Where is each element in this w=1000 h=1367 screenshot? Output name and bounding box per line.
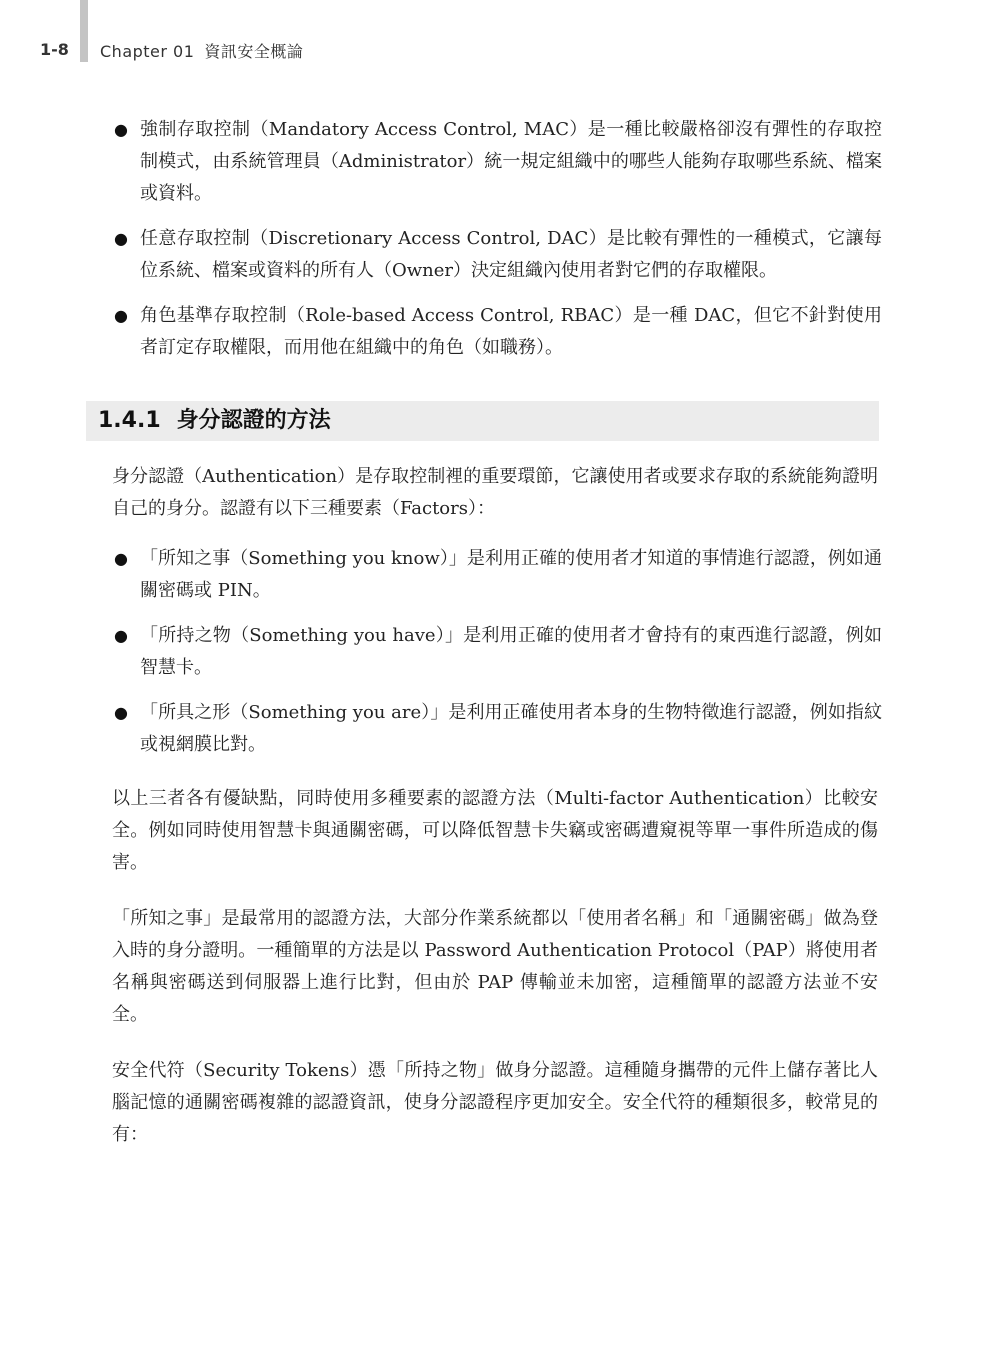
list-item: [112, 114, 882, 210]
list-item: [112, 543, 882, 607]
bullet-icon: ●: [114, 626, 128, 645]
list-item-text: 「所持之物（Something you have）」是利用正確的使用者才會持有的東西進行認證，例如智慧卡。: [140, 625, 882, 678]
list-item: [112, 697, 882, 761]
chapter-title: 資訊安全概論: [204, 42, 304, 61]
bullet-icon: ●: [114, 120, 128, 139]
bullet-icon: ●: [114, 703, 128, 722]
list-item-text: 「所知之事（Something you know）」是利用正確的使用者才知道的事情進行認證，例如通關密碼或 PIN。: [140, 548, 882, 601]
access-control-list: [112, 114, 882, 377]
password-paragraph: 「所知之事」是最常用的認證方法，大部分作業系統都以「使用者名稱」和「通關密碼」做為登入時的身分證明。一種簡單的方法是以 Password Authentication Protocol（PAP）將使用者名稱與密碼送到伺服器上進行比對，但由於 PAP 傳輸並未加密，這種簡單的認證方法並不安全。: [112, 908, 878, 1025]
bullet-icon: ●: [114, 306, 128, 325]
chapter-number: Chapter 01: [100, 42, 195, 61]
list-item-text: 「所具之形（Something you are）」是利用正確使用者本身的生物特徵進行認證，例如指紋或視網膜比對。: [140, 702, 882, 755]
list-item: [112, 300, 882, 364]
intro-paragraph: 身分認證（Authentication）是存取控制裡的重要環節，它讓使用者或要求存取的系統能夠證明自己的身分。認證有以下三種要素（Factors）：: [112, 466, 878, 519]
section-heading: [86, 401, 879, 441]
bullet-icon: ●: [114, 549, 128, 568]
list-item-text: 角色基準存取控制（Role-based Access Control, RBAC）是一種 DAC，但它不針對使用者訂定存取權限，而用他在組織中的角色（如職務）。: [140, 305, 882, 358]
section-title: 身分認證的方法: [176, 408, 331, 433]
list-item: [112, 620, 882, 684]
authentication-factors-list: [112, 543, 882, 774]
multi-factor-paragraph: 以上三者各有優缺點，同時使用多種要素的認證方法（Multi-factor Authentication）比較安全。例如同時使用智慧卡與通關密碼，可以降低智慧卡失竊或密碼遭窺視等單一事件所造成的傷害。: [112, 788, 878, 873]
page-number: 1-8: [40, 40, 69, 59]
list-item-text: 任意存取控制（Discretionary Access Control, DAC）是比較有彈性的一種模式，它讓每位系統、檔案或資料的所有人（Owner）決定組織內使用者對它們的存取權限。: [140, 228, 882, 281]
list-item-text: 強制存取控制（Mandatory Access Control, MAC）是一種比較嚴格卻沒有彈性的存取控制模式，由系統管理員（Administrator）統一規定組織中的哪些人能夠存取哪些系統、檔案或資料。: [140, 119, 882, 204]
page-header: [0, 0, 1000, 80]
security-tokens-paragraph: 安全代符（Security Tokens）憑「所持之物」做身分認證。這種隨身攜帶的元件上儲存著比人腦記憶的通關密碼複雜的認證資訊，使身分認證程序更加安全。安全代符的種類很多，較常見的有：: [112, 1060, 878, 1145]
running-header: [100, 39, 303, 62]
section-number: 1.4.1: [98, 408, 161, 433]
header-divider-bar: [80, 0, 88, 62]
bullet-icon: ●: [114, 229, 128, 248]
list-item: [112, 223, 882, 287]
